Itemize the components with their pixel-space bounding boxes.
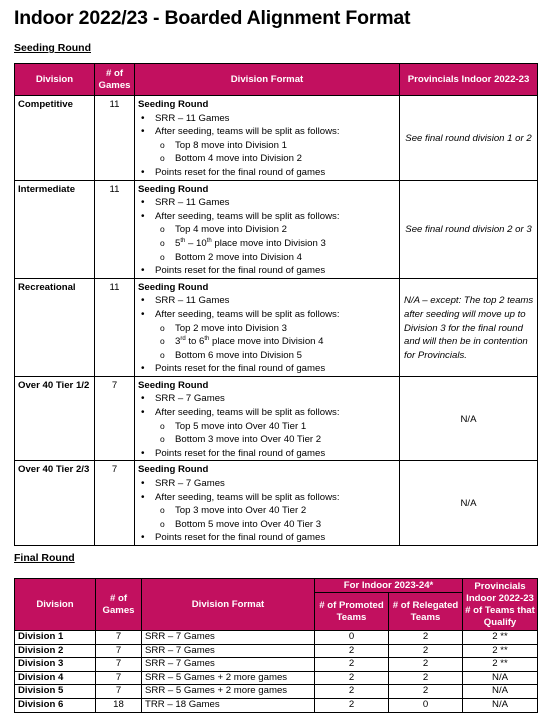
division-name: Division 1 [15,631,96,645]
seeding-round-heading: Seeding Round [14,42,91,54]
promoted-count: 2 [315,671,389,685]
list-item: • Points reset for the final round of games [138,166,396,180]
table-row [15,698,538,712]
final-round-heading: Final Round [14,552,75,564]
division-format: SRR – 7 Games [142,631,315,645]
list-item: • After seeding, teams will be split as follows: [138,210,396,224]
relegated-count: 2 [389,671,463,685]
format-title: Seeding Round [138,183,209,195]
table-row [15,671,538,685]
division-format [135,278,400,376]
final-header-promoted: # of Promoted Teams [315,593,389,631]
format-title: Seeding Round [138,379,209,391]
list-item: • SRR – 11 Games [138,196,396,210]
provincials-note: See final round division 1 or 2 [400,96,538,181]
list-item: • Points reset for the final round of games [138,531,396,545]
table-row [15,278,538,376]
games-count: 7 [95,461,135,546]
list-item: • After seeding, teams will be split as follows: [138,125,396,139]
division-format: SRR – 5 Games + 2 more games [142,685,315,699]
list-item: o Bottom 2 move into Division 4 [138,251,396,265]
relegated-count: 2 [389,658,463,672]
division-format [135,180,400,278]
qualify-count: N/A [463,698,538,712]
relegated-count: 2 [389,631,463,645]
list-item: • After seeding, teams will be split as follows: [138,308,396,322]
division-format: SRR – 7 Games [142,644,315,658]
promoted-count: 2 [315,644,389,658]
qualify-count: 2 ** [463,631,538,645]
list-item: • Points reset for the final round of games [138,447,396,461]
qualify-count: N/A [463,685,538,699]
final-header-format: Division Format [142,579,315,631]
promoted-count: 0 [315,631,389,645]
division-name: Division 3 [15,658,96,672]
seeding-header-division: Division [15,64,95,96]
division-name: Over 40 Tier 2/3 [15,461,95,546]
list-item: o Top 4 move into Division 2 [138,223,396,237]
division-name: Over 40 Tier 1/2 [15,376,95,461]
final-header-row [15,579,538,593]
list-item: • SRR – 11 Games [138,294,396,308]
list-item: o Top 3 move into Over 40 Tier 2 [138,504,396,518]
table-row [15,96,538,181]
division-name: Division 6 [15,698,96,712]
format-title: Seeding Round [138,464,209,476]
seeding-header-provincials: Provincials Indoor 2022-23 [400,64,538,96]
final-header-group: For Indoor 2023-24* [315,579,463,593]
list-item: • Points reset for the final round of games [138,264,396,278]
games-count: 7 [96,671,142,685]
table-row [15,685,538,699]
division-name: Division 4 [15,671,96,685]
games-count: 11 [95,180,135,278]
list-item: o 5th – 10th place move into Division 3 [138,237,396,251]
format-title: Seeding Round [138,99,209,110]
list-item: • SRR – 11 Games [138,112,396,126]
division-format: TRR – 18 Games [142,698,315,712]
final-header-provincials: Provincials Indoor 2022-23 # of Teams that Qualify [463,579,538,631]
promoted-count: 2 [315,685,389,699]
list-item: • Points reset for the final round of games [138,362,396,376]
qualify-count: N/A [463,671,538,685]
list-item: • After seeding, teams will be split as follows: [138,491,396,505]
relegated-count: 2 [389,685,463,699]
games-count: 11 [95,278,135,376]
table-row [15,631,538,645]
seeding-header-games: # of Games [95,64,135,96]
final-round-table [14,578,538,713]
games-count: 7 [95,376,135,461]
list-item: o Bottom 3 move into Over 40 Tier 2 [138,433,396,447]
table-row [15,461,538,546]
list-item: o Bottom 5 move into Over 40 Tier 3 [138,518,396,532]
qualify-count: 2 ** [463,644,538,658]
relegated-count: 2 [389,644,463,658]
list-item: • SRR – 7 Games [138,477,396,491]
games-count: 7 [96,644,142,658]
table-row [15,658,538,672]
division-format [135,376,400,461]
games-count: 11 [95,96,135,181]
list-item: o 3rd to 6th place move into Division 4 [138,335,396,349]
provincials-note: N/A [400,376,538,461]
page-title: Indoor 2022/23 - Boarded Alignment Format [14,7,411,29]
list-item: • After seeding, teams will be split as follows: [138,406,396,420]
list-item: o Bottom 4 move into Division 2 [138,152,396,166]
division-name: Recreational [15,278,95,376]
final-header-relegated: # of Relegated Teams [389,593,463,631]
final-header-games: # of Games [96,579,142,631]
promoted-count: 2 [315,658,389,672]
division-name: Division 5 [15,685,96,699]
seeding-round-table [14,63,538,546]
promoted-count: 2 [315,698,389,712]
list-item: o Top 5 move into Over 40 Tier 1 [138,420,396,434]
list-item: o Top 2 move into Division 3 [138,322,396,336]
qualify-count: 2 ** [463,658,538,672]
games-count: 18 [96,698,142,712]
games-count: 7 [96,685,142,699]
division-format: SRR – 5 Games + 2 more games [142,671,315,685]
division-name: Division 2 [15,644,96,658]
list-item: • SRR – 7 Games [138,392,396,406]
division-format: SRR – 7 Games [142,658,315,672]
division-format [135,96,400,181]
provincials-note: See final round division 2 or 3 [400,180,538,278]
division-format [135,461,400,546]
games-count: 7 [96,631,142,645]
table-row [15,180,538,278]
seeding-header-format: Division Format [135,64,400,96]
games-count: 7 [96,658,142,672]
provincials-note: N/A – except: The top 2 teams after seeding will move up to Division 3 for the final round and will then be in contention for Provincials. [400,278,538,376]
provincials-note: N/A [400,461,538,546]
table-row [15,376,538,461]
list-item: o Top 8 move into Division 1 [138,139,396,153]
division-name: Intermediate [15,180,95,278]
list-item: o Bottom 6 move into Division 5 [138,349,396,363]
format-title: Seeding Round [138,281,209,293]
relegated-count: 0 [389,698,463,712]
seeding-header-row [15,64,538,96]
table-row [15,644,538,658]
final-header-division: Division [15,579,96,631]
division-name: Competitive [15,96,95,181]
